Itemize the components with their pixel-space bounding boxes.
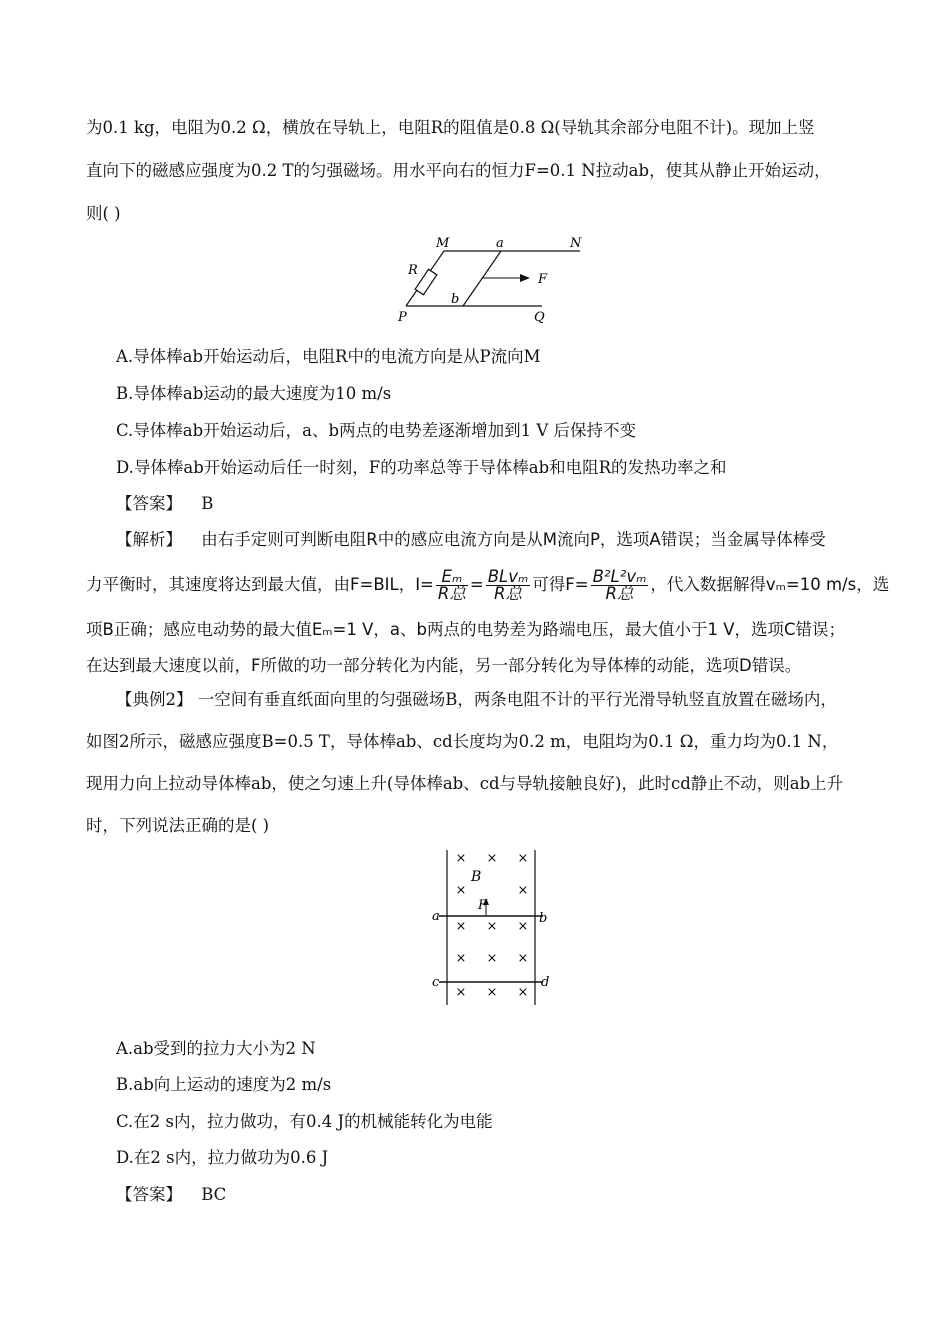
cross-mark: × bbox=[517, 951, 529, 966]
problem2-option-d: D.在2 s内，拉力做功为0.6 J bbox=[116, 1148, 329, 1167]
problem1-stem-line-2: 直向下的磁感应强度为0.2 T的匀强磁场。用水平向右的恒力F=0.1 N拉动ab，使其从静止开始运动， bbox=[86, 161, 831, 180]
cross-mark: × bbox=[455, 919, 467, 934]
analysis-text-2a: 力平衡时，其速度将达到最大值，由F=BIL，I= bbox=[86, 575, 434, 594]
label-a: a bbox=[496, 236, 504, 251]
analysis-text-2b: 可得F= bbox=[532, 575, 589, 594]
problem2-answer bbox=[116, 1183, 226, 1207]
problem1-option-b: B.导体棒ab运动的最大速度为10 m/s bbox=[116, 384, 392, 403]
cross-mark: × bbox=[517, 883, 529, 898]
answer-value: B bbox=[201, 494, 214, 513]
label-F: F bbox=[538, 272, 548, 287]
cross-mark: × bbox=[517, 851, 529, 866]
analysis-text-2c: ，代入数据解得vₘ=10 m/s，选 bbox=[650, 575, 890, 594]
cross-mark: × bbox=[517, 919, 529, 934]
answer-value: BC bbox=[201, 1185, 227, 1204]
analysis-line-4: 在达到最大速度以前，F所做的功一部分转化为内能，另一部分转化为导体棒的动能，选项D错误。 bbox=[86, 656, 802, 675]
fraction-2-denominator: R总 bbox=[493, 584, 522, 603]
figure-rails-resistor bbox=[390, 232, 590, 324]
problem1-answer bbox=[116, 492, 213, 516]
cross-mark: × bbox=[486, 851, 498, 866]
problem1-stem-line-3: 则( ) bbox=[86, 204, 121, 223]
label-F2: F bbox=[478, 898, 488, 913]
label-d: d bbox=[541, 975, 550, 990]
analysis-line-3: 项B正确；感应电动势的最大值Eₘ=1 V，a、b两点的电势差为路端电压，最大值小于1 V，选项C错误； bbox=[86, 620, 846, 639]
analysis-text-1: 由右手定则可判断电阻R中的感应电流方向是从M流向P，选项A错误；当金属导体棒受 bbox=[201, 530, 826, 549]
analysis-eq: = bbox=[469, 575, 484, 594]
cross-mark: × bbox=[486, 919, 498, 934]
problem1-option-d: D.导体棒ab开始运动后任一时刻，F的功率总等于导体棒ab和电阻R的发热功率之和 bbox=[116, 458, 727, 477]
cross-mark: × bbox=[486, 951, 498, 966]
problem2-option-c: C.在2 s内，拉力做功，有0.4 J的机械能转化为电能 bbox=[116, 1112, 493, 1131]
problem2-stem-line-3: 现用力向上拉动导体棒ab，使之匀速上升(导体棒ab、cd与导轨接触良好)，此时cd静止不动，则ab上升 bbox=[86, 774, 844, 793]
cross-mark: × bbox=[455, 985, 467, 1000]
fraction-3-denominator: R总 bbox=[605, 584, 634, 603]
analysis-line-2 bbox=[86, 568, 889, 602]
label-b2: b bbox=[539, 911, 548, 926]
problem2-stem-line-1: 【典例2】 一空间有垂直纸面向里的匀强磁场B，两条电阻不计的平行光滑导轨竖直放置在磁场内， bbox=[116, 690, 837, 709]
fraction-3 bbox=[591, 569, 649, 602]
figure-vertical-rails bbox=[425, 845, 565, 1010]
field-crosses bbox=[456, 851, 529, 1000]
fraction-1-denominator: R总 bbox=[437, 584, 466, 603]
label-c: c bbox=[432, 975, 440, 990]
label-b: b bbox=[451, 292, 460, 307]
label-N: N bbox=[570, 236, 582, 251]
problem2-stem-line-2: 如图2所示，磁感应强度B=0.5 T，导体棒ab、cd长度均为0.2 m，电阻均为0.1 Ω，重力均为0.1 N， bbox=[86, 732, 839, 751]
label-R: R bbox=[408, 263, 418, 278]
fraction-2 bbox=[486, 569, 531, 602]
fraction-1-numerator: Eₘ bbox=[436, 569, 468, 586]
analysis-line-1 bbox=[116, 528, 826, 552]
analysis-tag: 【解析】 bbox=[116, 530, 182, 549]
problem1-stem-line-1: 为0.1 kg，电阻为0.2 Ω，横放在导轨上，电阻R的阻值是0.8 Ω(导轨其余部分电阻不计)。现加上竖 bbox=[86, 118, 815, 137]
label-P: P bbox=[398, 310, 407, 324]
answer-tag: 【答案】 bbox=[116, 1185, 182, 1204]
label-M: M bbox=[436, 236, 450, 251]
fraction-1 bbox=[436, 569, 468, 602]
fraction-3-numerator: B²L²vₘ bbox=[592, 567, 647, 586]
label-a2: a bbox=[432, 909, 440, 924]
fraction-2-numerator: BLvₘ bbox=[487, 567, 529, 586]
cross-mark: × bbox=[455, 883, 467, 898]
cross-mark: × bbox=[517, 985, 529, 1000]
cross-mark: × bbox=[486, 985, 498, 1000]
cross-mark: × bbox=[455, 951, 467, 966]
answer-tag: 【答案】 bbox=[116, 494, 182, 513]
problem2-option-b: B.ab向上运动的速度为2 m/s bbox=[116, 1075, 332, 1094]
cross-mark: × bbox=[455, 851, 467, 866]
label-B: B bbox=[471, 869, 482, 885]
problem1-option-c: C.导体棒ab开始运动后，a、b两点的电势差逐渐增加到1 V 后保持不变 bbox=[116, 421, 636, 440]
problem2-option-a: A.ab受到的拉力大小为2 N bbox=[116, 1039, 316, 1058]
label-Q: Q bbox=[534, 310, 545, 324]
problem1-option-a: A.导体棒ab开始运动后，电阻R中的电流方向是从P流向M bbox=[116, 347, 541, 366]
problem2-stem-line-4: 时，下列说法正确的是( ) bbox=[86, 816, 270, 835]
